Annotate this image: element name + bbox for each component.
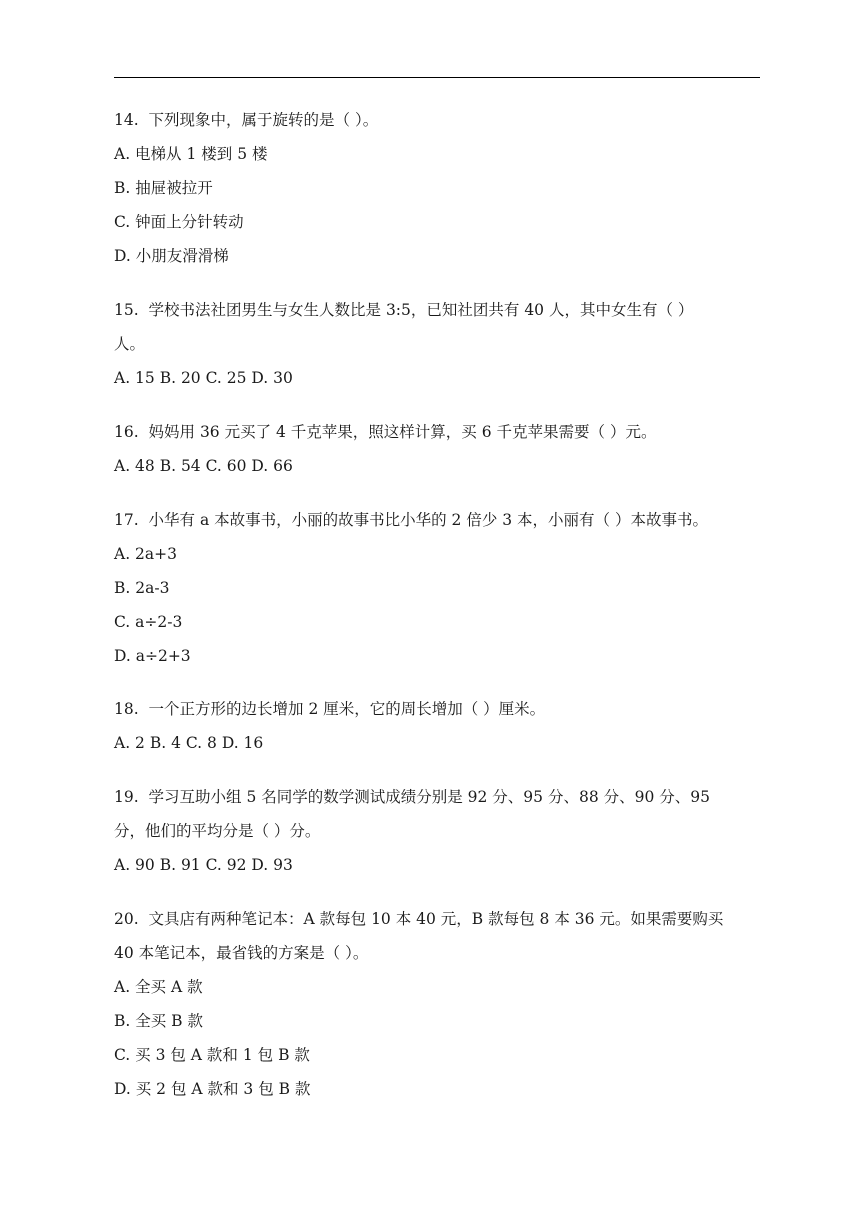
- question-14-option-a: A. 电梯从 1 楼到 5 楼: [114, 145, 268, 163]
- question-16-stem: 16. 妈妈用 36 元买了 4 千克苹果，照这样计算，买 6 千克苹果需要（ ）元。: [114, 423, 657, 441]
- question-20-stem-continued: 40 本笔记本，最省钱的方案是（ ）。: [114, 944, 369, 962]
- question-14-stem: 14. 下列现象中，属于旋转的是（ ）。: [114, 111, 379, 129]
- question-14-option-b: B. 抽屉被拉开: [114, 179, 213, 197]
- question-14-option-d: D. 小朋友滑滑梯: [114, 247, 229, 265]
- question-20-option-c: C. 买 3 包 A 款和 1 包 B 款: [114, 1046, 310, 1064]
- question-15-options: A. 15 B. 20 C. 25 D. 30: [114, 369, 293, 387]
- question-17-option-c: C. a÷2-3: [114, 613, 183, 631]
- question-17-stem: 17. 小华有 a 本故事书，小丽的故事书比小华的 2 倍少 3 本，小丽有（ ）本故事书。: [114, 511, 708, 529]
- question-16-options: A. 48 B. 54 C. 60 D. 66: [114, 457, 293, 475]
- question-20-option-a: A. 全买 A 款: [114, 978, 203, 996]
- question-20-option-d: D. 买 2 包 A 款和 3 包 B 款: [114, 1080, 311, 1098]
- question-17-option-a: A. 2a+3: [114, 545, 177, 563]
- question-15-stem: 15. 学校书法社团男生与女生人数比是 3:5，已知社团共有 40 人，其中女生有（ ）: [114, 301, 694, 319]
- question-15-stem-continued: 人。: [114, 335, 146, 353]
- question-17-option-b: B. 2a-3: [114, 579, 170, 597]
- question-19-stem: 19. 学习互助小组 5 名同学的数学测试成绩分别是 92 分、95 分、88 分、90 分、95: [114, 788, 710, 806]
- question-18-stem: 18. 一个正方形的边长增加 2 厘米，它的周长增加（ ）厘米。: [114, 700, 546, 718]
- question-20-option-b: B. 全买 B 款: [114, 1012, 203, 1030]
- header-rule: [114, 77, 760, 78]
- question-14-option-c: C. 钟面上分针转动: [114, 213, 244, 231]
- question-20-stem: 20. 文具店有两种笔记本：A 款每包 10 本 40 元，B 款每包 8 本 36 元。如果需要购买: [114, 910, 724, 928]
- question-17-option-d: D. a÷2+3: [114, 647, 191, 665]
- question-19-stem-continued: 分，他们的平均分是（ ）分。: [114, 822, 321, 840]
- question-19-options: A. 90 B. 91 C. 92 D. 93: [114, 856, 293, 874]
- question-18-options: A. 2 B. 4 C. 8 D. 16: [114, 734, 264, 752]
